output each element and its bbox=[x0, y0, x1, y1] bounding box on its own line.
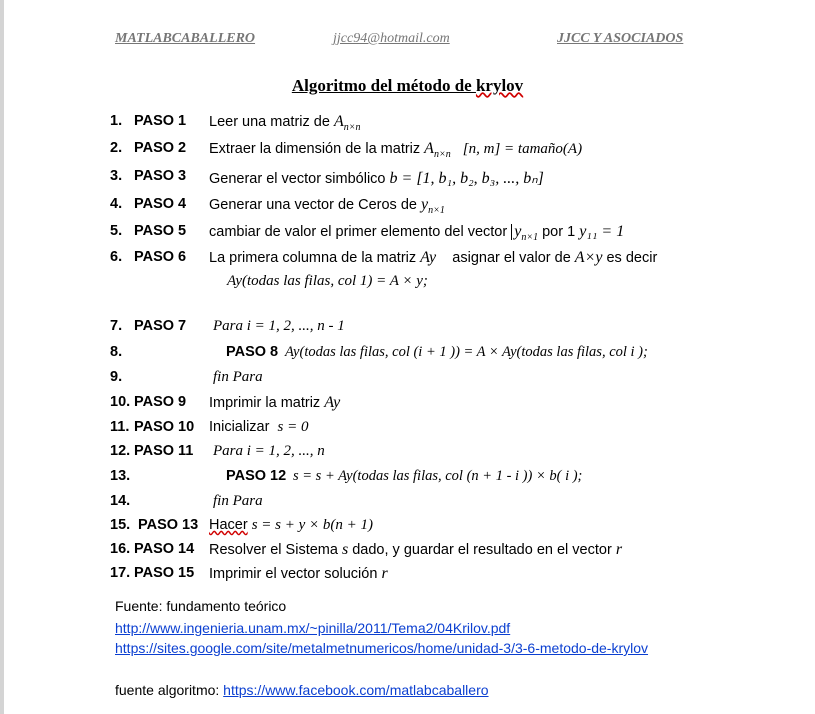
header-email: jjcc94@hotmail.com bbox=[333, 31, 450, 46]
step-label: PASO 15 bbox=[134, 565, 195, 581]
step-number: 10. bbox=[110, 394, 131, 410]
step-description: Generar una vector de Ceros de $y_{n\times 1}$ bbox=[209, 196, 445, 216]
footer-link-unam bbox=[115, 620, 510, 636]
footer-link-sites bbox=[115, 640, 648, 656]
step-number: 8. bbox=[110, 344, 123, 360]
footer-source-label: Fuente: fundamento teórico bbox=[115, 598, 287, 614]
step-description: Resolver el Sistema s dado, y guardar el resultado en el vector r bbox=[209, 541, 623, 558]
step-label: PASO 12 bbox=[226, 468, 287, 484]
step-number: 5. bbox=[110, 223, 123, 239]
page-edge bbox=[0, 0, 4, 714]
step-label: PASO 4 bbox=[134, 196, 187, 212]
step-label: PASO 8 bbox=[226, 344, 279, 360]
header-left: MATLABCABALLERO bbox=[115, 31, 256, 46]
step-number: 6. bbox=[110, 249, 123, 265]
step-number: 1. bbox=[110, 113, 123, 129]
step-number: 16. bbox=[110, 541, 131, 557]
step-description: La primera columna de la matriz Ay asignar el valor de A×y es decir bbox=[209, 249, 658, 266]
step-label: PASO 13 bbox=[138, 517, 199, 533]
step-number: 2. bbox=[110, 140, 123, 156]
step-description: Extraer la dimensión de la matriz $A_{n\times n}$ [n, m] = tamaño(A) bbox=[209, 140, 583, 160]
step-label: PASO 11 bbox=[134, 443, 194, 459]
step-description: Imprimir el vector solución r bbox=[209, 565, 388, 582]
step-label: PASO 1 bbox=[134, 113, 187, 129]
link-unam-pdf[interactable]: http://www.ingenieria.unam.mx/~pinilla/2011/Tema2/04Krilov.pdf bbox=[115, 620, 511, 636]
title-main: Algoritmo del método de bbox=[291, 76, 476, 95]
step-number: 13. bbox=[110, 468, 131, 484]
step-label: PASO 10 bbox=[134, 419, 195, 435]
page-title bbox=[0, 76, 815, 96]
step-label: PASO 3 bbox=[134, 168, 187, 184]
title-word: krylov bbox=[475, 76, 524, 95]
step-number: 3. bbox=[110, 168, 123, 184]
step-number: 11. bbox=[110, 419, 130, 435]
step-number: 14. bbox=[110, 493, 131, 509]
footer-algorithm-source: fuente algoritmo: https://www.facebook.com/matlabcaballero bbox=[115, 682, 489, 698]
step-label: PASO 9 bbox=[134, 394, 187, 410]
link-facebook[interactable]: https://www.facebook.com/matlabcaballero bbox=[223, 682, 489, 698]
step-number: 12. bbox=[110, 443, 131, 459]
link-google-sites[interactable]: https://sites.google.com/site/metalmetnumericos/home/unidad-3/3-6-metodo-de-krylov bbox=[115, 640, 649, 656]
step-description: Imprimir la matriz Ay bbox=[209, 394, 341, 411]
step-description: Leer una matriz de $A_{n\times n}$ bbox=[209, 113, 361, 133]
step-number: 17. bbox=[110, 565, 131, 581]
step-description: Inicializar s = 0 bbox=[209, 419, 309, 435]
step-label: PASO 2 bbox=[134, 140, 187, 156]
step-label: PASO 5 bbox=[134, 223, 187, 239]
step-description: cambiar de valor el primer elemento del vector $y_{n\times 1}$ por 1 y₁₁ = 1 bbox=[209, 223, 625, 243]
step-number: 9. bbox=[110, 369, 123, 385]
step-label: PASO 14 bbox=[134, 541, 195, 557]
step-number: 15. bbox=[110, 517, 131, 533]
step-description: Generar el vector simbólico b = [1, b₁, b₂, b₃, ..., bₙ] bbox=[209, 170, 544, 187]
step-number: 7. bbox=[110, 318, 123, 334]
header-right: JJCC Y ASOCIADOS bbox=[557, 31, 684, 46]
step-label: PASO 6 bbox=[134, 249, 187, 265]
step-number: 4. bbox=[110, 196, 123, 212]
step-label: PASO 7 bbox=[134, 318, 187, 334]
step-description: Hacer s = s + y × b(n + 1) bbox=[209, 517, 374, 533]
